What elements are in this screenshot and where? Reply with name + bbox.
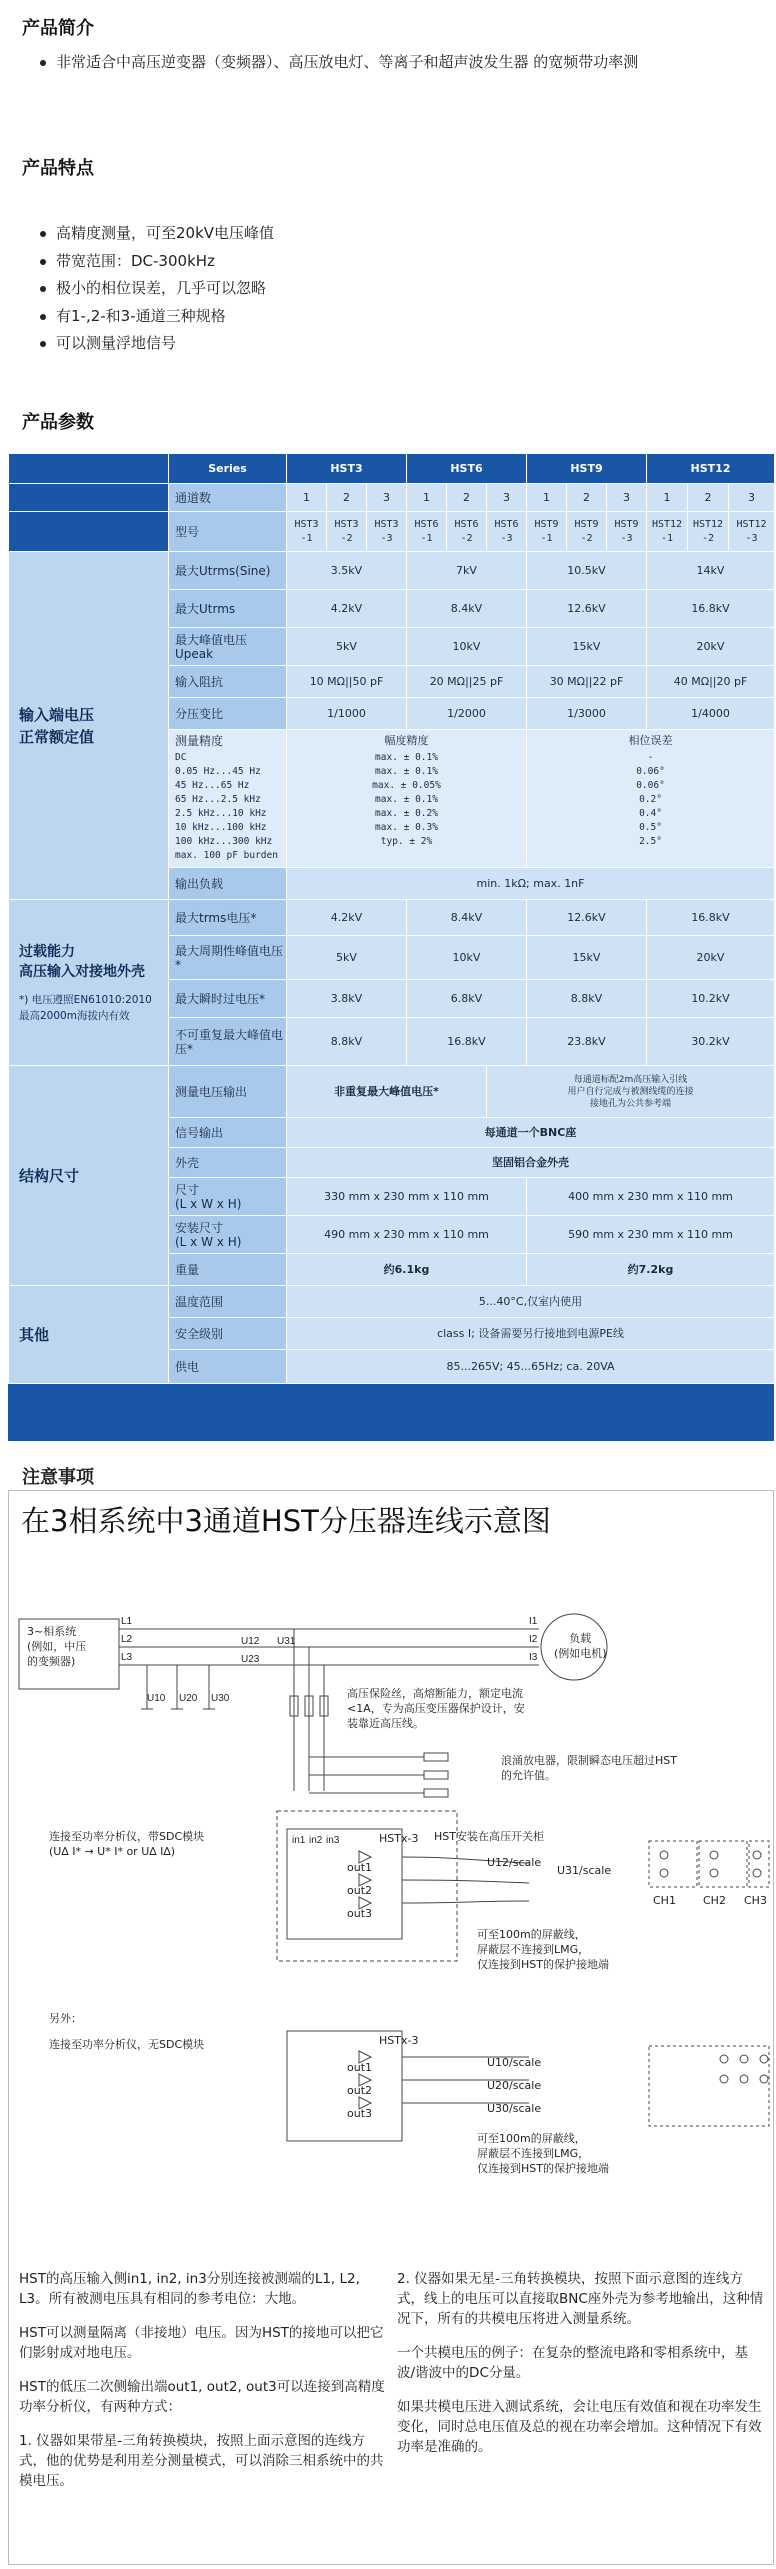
model-header: HST3 xyxy=(287,454,407,484)
source-label: 3~相系统 (例如，中压 的变频器) xyxy=(27,1625,87,1668)
intro-title: 产品简介 xyxy=(22,18,94,39)
wiring-diagram xyxy=(8,1490,774,2565)
table-cell: 坚固铝合金外壳 xyxy=(287,1148,775,1178)
u20-scale-label: U20/scale xyxy=(487,2079,542,2092)
table-cell: HST3 -2 xyxy=(327,512,367,552)
list-item: 有1-,2-和3-通道三种规格 xyxy=(40,303,274,331)
list-item: 可以测量浮地信号 xyxy=(40,330,274,358)
table-cell: 1 xyxy=(407,484,447,512)
table-cell: 15kV xyxy=(527,936,647,980)
table-cell: 400 mm x 230 mm x 110 mm xyxy=(527,1178,775,1216)
struct-group-label: 结构尺寸 xyxy=(9,1066,169,1286)
note-paragraph: HST可以测量隔离（非接地）电压。因为HST的接地可以把它们影射成对地电压。 xyxy=(19,2325,384,2361)
cable-label-bottom: 可至100m的屏蔽线， 屏蔽层不连接到LMG， 仅连接到HST的保护接地端 xyxy=(477,2132,609,2175)
label-u30: U30 xyxy=(211,1693,230,1704)
row-label: 分压变比 xyxy=(169,698,287,730)
note-paragraph: 如果共模电压进入测试系统，会让电压有效值和视在功率发生变化，同时总电压值及总的视在功率会增加。这种情况下有效功率是准确的。 xyxy=(397,2399,762,2455)
out3-label: out3 xyxy=(347,2107,373,2120)
table-cell: 2 xyxy=(447,484,487,512)
amplitude-header: 幅度精度 xyxy=(384,734,429,747)
spec-corner xyxy=(9,484,169,512)
list-item: 非常适合中高压逆变器（变频器）、高压放电灯、等离子和超声波发生器 的宽频带功率测 xyxy=(40,49,638,77)
table-cell: 590 mm x 230 mm x 110 mm xyxy=(527,1216,775,1254)
table-cell: 4.2kV xyxy=(287,590,407,628)
list-item: 带宽范围：DC-300kHz xyxy=(40,248,274,276)
u12-scale-label: U12/scale xyxy=(487,1856,542,1869)
table-cell: 1/1000 xyxy=(287,698,407,730)
table-cell: 20kV xyxy=(647,628,775,666)
row-label: 温度范围 xyxy=(169,1286,287,1318)
out1-label: out1 xyxy=(347,2061,373,2074)
table-cell: 16.8kV xyxy=(647,900,775,936)
label-l3: L3 xyxy=(121,1652,133,1663)
out3-label: out3 xyxy=(347,1907,373,1920)
label-i1: I1 xyxy=(529,1616,538,1627)
amp-value: max. ± 0.1% xyxy=(375,794,438,805)
row-label: 测量电压输出 xyxy=(169,1066,287,1118)
label-i2: I2 xyxy=(529,1634,538,1645)
table-cell: 5kV xyxy=(287,936,407,980)
analyzer-no-sdc-label: 连接至功率分析仪，无SDC模块 xyxy=(49,2038,205,2051)
phase-value: 0.4° xyxy=(639,808,662,819)
table-cell: HST3 -3 xyxy=(367,512,407,552)
table-cell: 20kV xyxy=(647,936,775,980)
table-cell: 3.5kV xyxy=(287,552,407,590)
row-label: 外壳 xyxy=(169,1148,287,1178)
table-cell: 4.2kV xyxy=(287,900,407,936)
label-in1: in1 xyxy=(292,1835,306,1846)
table-cell: 10.2kV xyxy=(647,980,775,1018)
phase-value: 0.2° xyxy=(639,794,662,805)
label-l2: L2 xyxy=(121,1634,133,1645)
model-header: HST12 xyxy=(647,454,775,484)
label-u20: U20 xyxy=(179,1693,198,1704)
table-cell: 85...265V; 45...65Hz; ca. 20VA xyxy=(287,1350,775,1384)
table-cell: HST9 -1 xyxy=(527,512,567,552)
table-cell: 约6.1kg xyxy=(287,1254,527,1286)
table-cell: 8.4kV xyxy=(407,900,527,936)
phase-value: 2.5° xyxy=(639,836,662,847)
phase-value: 0.5° xyxy=(639,822,662,833)
freq-label: DC xyxy=(175,752,187,763)
table-cell: 3.8kV xyxy=(287,980,407,1018)
freq-label: 65 Hz...2.5 kHz xyxy=(175,794,261,805)
table-cell: 5...40°C,仅室内使用 xyxy=(287,1286,775,1318)
table-cell: 12.6kV xyxy=(527,590,647,628)
other-group-label: 其他 xyxy=(9,1286,169,1384)
table-cell: 约7.2kg xyxy=(527,1254,775,1286)
phase-cell xyxy=(527,730,775,868)
label-l1: L1 xyxy=(121,1616,133,1627)
row-label: 最大Utrms(Sine) xyxy=(169,552,287,590)
diagram-title: 在3相系统中3通道HST分压器连线示意图 xyxy=(21,1504,551,1538)
table-cell: 10kV xyxy=(407,936,527,980)
row-label: 最大Utrms xyxy=(169,590,287,628)
table-cell: HST6 -2 xyxy=(447,512,487,552)
spec-corner xyxy=(9,454,169,484)
label-u23: U23 xyxy=(241,1654,260,1665)
table-cell: 10 MΩ||50 pF xyxy=(287,666,407,698)
phase-value: - xyxy=(647,752,654,763)
table-cell: HST12 -2 xyxy=(688,512,729,552)
cable-label-top: 可至100m的屏蔽线， 屏蔽层不连接到LMG， 仅连接到HST的保护接地端 xyxy=(477,1928,609,1971)
row-label: 不可重复最大峰值电压* xyxy=(169,1018,287,1066)
row-label: 尺寸 (L x W x H) xyxy=(169,1178,287,1216)
fuse-label: 高压保险丝，高熔断能力，额定电流 <1A，专为高压变压器保护设计，安 装靠近高压线。 xyxy=(347,1687,525,1730)
table-cell: HST9 -2 xyxy=(567,512,607,552)
table-cell: 16.8kV xyxy=(647,590,775,628)
label-in3: in3 xyxy=(326,1835,340,1846)
table-cell: 30.2kV xyxy=(647,1018,775,1066)
table-cell: 1 xyxy=(527,484,567,512)
label-u10: U10 xyxy=(147,1693,166,1704)
table-cell: 每通道一个BNC座 xyxy=(287,1118,775,1148)
table-cell: 14kV xyxy=(647,552,775,590)
table-cell: HST12 -1 xyxy=(647,512,688,552)
amplitude-cell xyxy=(287,730,527,868)
overload-note: *) 电压遵照EN61010:2010 最高2000m海拔内有效 xyxy=(19,993,152,1022)
freq-label: 100 kHz...300 kHz xyxy=(175,836,273,847)
table-cell: 1/3000 xyxy=(527,698,647,730)
ch2-box xyxy=(699,1841,747,1887)
note-paragraph: HST的低压二次侧输出端out1, out2, out3可以连接到高精度功率分析仪，有两种方式： xyxy=(19,2379,385,2415)
table-cell: 3 xyxy=(487,484,527,512)
table-cell: 3 xyxy=(367,484,407,512)
row-label: 供电 xyxy=(169,1350,287,1384)
table-cell: class I; 设备需要另行接地到电源PE线 xyxy=(287,1318,775,1350)
table-cell: 10kV xyxy=(407,628,527,666)
row-label: 最大周期性峰值电压* xyxy=(169,936,287,980)
table-cell: 2 xyxy=(327,484,367,512)
label-i3: I3 xyxy=(529,1652,538,1663)
table-cell: 非重复最大峰值电压* xyxy=(287,1066,487,1118)
table-cell: 2 xyxy=(567,484,607,512)
model-header: HST9 xyxy=(527,454,647,484)
table-cell: 12.6kV xyxy=(527,900,647,936)
amp-value: max. ± 0.3% xyxy=(375,822,438,833)
load-label: 负载 (例如电机) xyxy=(554,1632,607,1660)
channels-label: 通道数 xyxy=(169,484,287,512)
table-cell: 30 MΩ||22 pF xyxy=(527,666,647,698)
analyzer-sdc-label: 连接至功率分析仪，带SDC模块 (U∆ I* → U* I* or U∆ I∆) xyxy=(49,1830,205,1858)
spec-corner xyxy=(9,512,169,552)
table-cell: 10.5kV xyxy=(527,552,647,590)
spec-table xyxy=(8,453,774,1441)
notes-title: 注意事项 xyxy=(22,1467,94,1488)
table-cell: HST6 -1 xyxy=(407,512,447,552)
params-title: 产品参数 xyxy=(22,412,94,433)
table-cell: 490 mm x 230 mm x 110 mm xyxy=(287,1216,527,1254)
table-cell: 330 mm x 230 mm x 110 mm xyxy=(287,1178,527,1216)
freq-label: max. 100 pF burden xyxy=(175,850,278,861)
hst-bottom-label: HSTx-3 xyxy=(379,2034,419,2047)
features-list xyxy=(40,220,274,358)
table-cell: 1/4000 xyxy=(647,698,775,730)
table-cell: 40 MΩ||20 pF xyxy=(647,666,775,698)
label-u12: U12 xyxy=(241,1636,260,1647)
freq-label: 45 Hz...65 Hz xyxy=(175,780,250,791)
other-label: 另外： xyxy=(49,2012,82,2025)
intro-list xyxy=(40,49,638,77)
table-cell: 7kV xyxy=(407,552,527,590)
u31-scale-label: U31/scale xyxy=(557,1864,612,1877)
ch3-label: CH3 xyxy=(744,1894,767,1907)
table-cell: 2 xyxy=(688,484,729,512)
list-item: 高精度测量，可至20kV电压峰值 xyxy=(40,220,274,248)
table-cell: HST6 -3 xyxy=(487,512,527,552)
ch2-label: CH2 xyxy=(703,1894,726,1907)
note-paragraph: HST的高压输入侧in1, in2, in3分别连接被测端的L1, L2, L3。所有被测电压具有相同的参考电位：大地。 xyxy=(19,2271,360,2307)
row-label: 输入阻抗 xyxy=(169,666,287,698)
ch1-label: CH1 xyxy=(653,1894,676,1907)
table-cell: 16.8kV xyxy=(407,1018,527,1066)
model-header: HST6 xyxy=(407,454,527,484)
notes-right-column xyxy=(397,2269,765,2457)
label-in2: in2 xyxy=(309,1835,323,1846)
table-cell: min. 1kΩ; max. 1nF xyxy=(287,868,775,900)
hst-top-label: HSTx-3 xyxy=(379,1832,419,1845)
notes-left-column xyxy=(19,2269,389,2491)
table-cell: HST9 -3 xyxy=(607,512,647,552)
row-label: 重量 xyxy=(169,1254,287,1286)
note-paragraph: 1. 仪器如果带星-三角转换模块，按照上面示意图的连线方式，他的优势是利用差分测量模式，可以消除三相系统中的共模电压。 xyxy=(19,2433,384,2489)
freq-label: 10 kHz...100 kHz xyxy=(175,822,267,833)
amp-value: typ. ± 2% xyxy=(380,836,433,847)
phase-value: 0.06° xyxy=(636,780,665,791)
accuracy-cell xyxy=(169,730,287,868)
input-group-label: 输入端电压 正常额定值 xyxy=(9,552,169,900)
table-cell: 1/2000 xyxy=(407,698,527,730)
surge-label: 浪涌放电器，限制瞬态电压超过HST 的允许值。 xyxy=(501,1754,677,1782)
accuracy-label: 测量精度 xyxy=(175,734,224,748)
table-cell: HST12 -3 xyxy=(729,512,775,552)
freq-label: 0.05 Hz...45 Hz xyxy=(175,766,261,777)
amp-value: max. ± 0.1% xyxy=(375,766,438,777)
u10-scale-label: U10/scale xyxy=(487,2056,542,2069)
amp-value: max. ± 0.05% xyxy=(372,780,441,791)
table-cell: 5kV xyxy=(287,628,407,666)
row-label: 最大峰值电压Upeak xyxy=(169,628,287,666)
wiring-svg xyxy=(9,1491,773,2261)
features-title: 产品特点 xyxy=(22,158,94,179)
table-cell: HST3 -1 xyxy=(287,512,327,552)
phase-header: 相位误差 xyxy=(628,734,673,747)
table-cell: 20 MΩ||25 pF xyxy=(407,666,527,698)
analyzer-box-bottom xyxy=(649,2046,769,2126)
out1-label: out1 xyxy=(347,1861,373,1874)
overload-group-cell xyxy=(9,900,169,1066)
row-label: 安全级别 xyxy=(169,1318,287,1350)
series-header: Series xyxy=(169,454,287,484)
row-label: 安装尺寸 (L x W x H) xyxy=(169,1216,287,1254)
freq-label: 2.5 kHz...10 kHz xyxy=(175,808,267,819)
note-paragraph: 一个共模电压的例子：在复杂的整流电路和零相系统中，基波/谐波中的DC分量。 xyxy=(397,2345,748,2381)
phase-value: 0.06° xyxy=(636,766,665,777)
cabinet-label: HST安装在高压开关柜 xyxy=(434,1830,544,1843)
table-cell: 1 xyxy=(287,484,327,512)
ch3-box xyxy=(749,1841,769,1887)
table-cell: 15kV xyxy=(527,628,647,666)
table-cell: 每通道标配2m高压输入引线 用户自行完成与被测线缆的连接 接地孔为公共参考端 xyxy=(487,1066,775,1118)
table-cell: 6.8kV xyxy=(407,980,527,1018)
row-label: 输出负载 xyxy=(169,868,287,900)
table-cell: 23.8kV xyxy=(527,1018,647,1066)
table-cell: 8.8kV xyxy=(527,980,647,1018)
amp-value: max. ± 0.2% xyxy=(375,808,438,819)
table-cell: 8.4kV xyxy=(407,590,527,628)
overload-group-label: 过载能力 高压输入对接地外壳 xyxy=(19,943,145,980)
ch1-box xyxy=(649,1841,697,1887)
note-paragraph: 2. 仪器如果无星-三角转换模块，按照下面示意图的连线方式，线上的电压可以直接取BNC座外壳为参考地输出，这种情况下，所有的共模电压将进入测量系统。 xyxy=(397,2271,764,2327)
amp-value: max. ± 0.1% xyxy=(375,752,438,763)
table-cell: 3 xyxy=(607,484,647,512)
out2-label: out2 xyxy=(347,2084,373,2097)
table-cell: 3 xyxy=(729,484,775,512)
row-label: 信号输出 xyxy=(169,1118,287,1148)
row-label: 最大trms电压* xyxy=(169,900,287,936)
type-label: 型号 xyxy=(169,512,287,552)
label-u31: U31 xyxy=(277,1636,296,1647)
list-item: 极小的相位误差，几乎可以忽略 xyxy=(40,275,274,303)
u30-scale-label: U30/scale xyxy=(487,2102,542,2115)
table-cell: 1 xyxy=(647,484,688,512)
out2-label: out2 xyxy=(347,1884,373,1897)
table-cell: 8.8kV xyxy=(287,1018,407,1066)
row-label: 最大瞬时过电压* xyxy=(169,980,287,1018)
